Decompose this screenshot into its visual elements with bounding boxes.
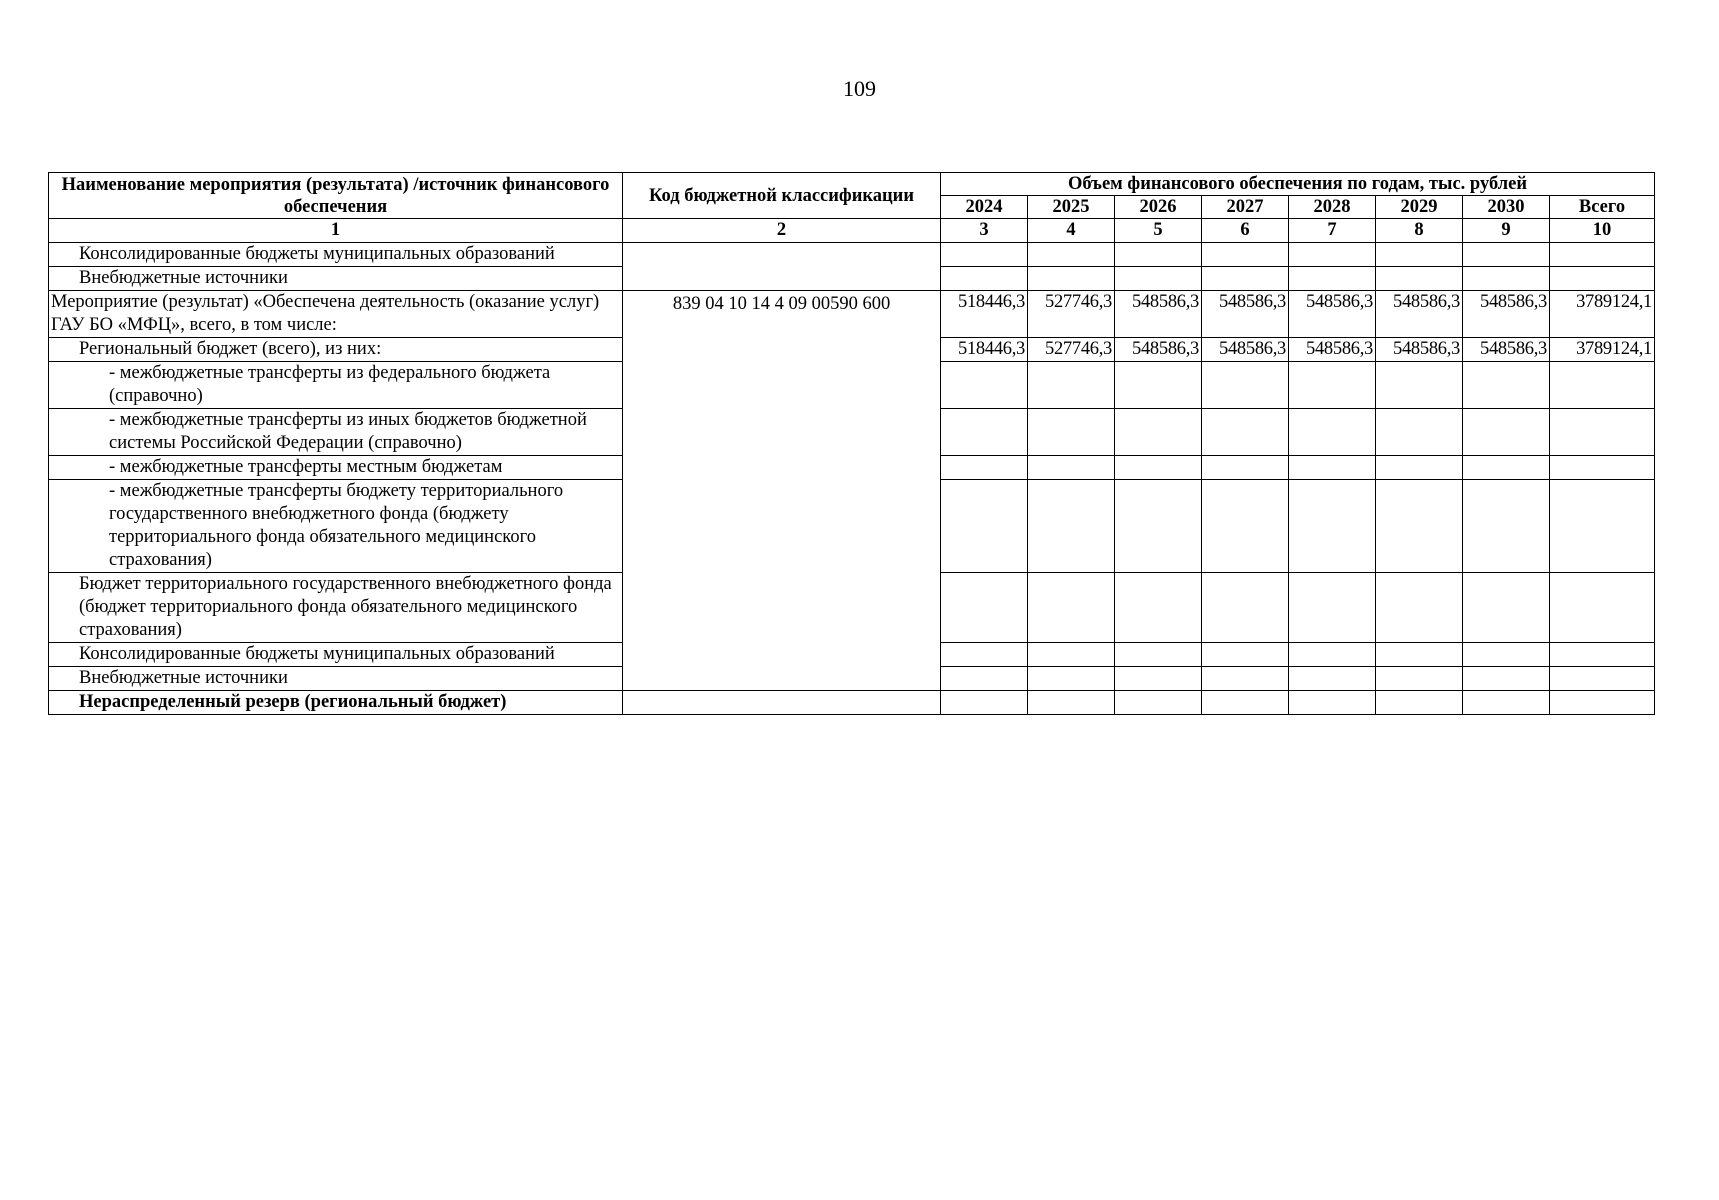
cell-value [1028,643,1115,667]
col-number: 5 [1115,219,1202,243]
col-number: 3 [941,219,1028,243]
header-year: 2025 [1028,196,1115,219]
header-volume: Объем финансового обеспечения по годам, тыс. рублей [941,173,1655,196]
cell-value [1463,456,1550,480]
cell-value: 548586,3 [1463,338,1550,362]
cell-value [1115,267,1202,291]
cell-value [1376,243,1463,267]
cell-value [1202,456,1289,480]
cell-value [1463,409,1550,456]
row-name: - межбюджетные трансферты из иных бюджетов бюджетной системы Российской Федерации (справочно) [49,409,623,456]
cell-value [1550,362,1655,409]
col-number: 7 [1289,219,1376,243]
cell-value [1115,691,1202,715]
cell-value [1115,362,1202,409]
cell-value [1550,643,1655,667]
cell-value [1115,409,1202,456]
cell-value: 518446,3 [941,291,1028,338]
header-total: Всего [1550,196,1655,219]
row-code [623,691,941,715]
cell-value [1550,573,1655,643]
cell-value [1550,409,1655,456]
cell-value [941,456,1028,480]
header-year: 2026 [1115,196,1202,219]
financing-table [48,172,1655,715]
cell-value [1028,480,1115,573]
row-name: Внебюджетные источники [49,667,623,691]
cell-value [941,667,1028,691]
cell-value [941,267,1028,291]
cell-value [1376,362,1463,409]
row-code [623,243,941,291]
cell-value [1289,480,1376,573]
col-number: 1 [49,219,623,243]
cell-value [1376,480,1463,573]
cell-value: 548586,3 [1376,291,1463,338]
cell-value [1202,480,1289,573]
cell-value [1550,243,1655,267]
cell-value [1028,691,1115,715]
cell-value [1289,456,1376,480]
cell-value: 548586,3 [1463,291,1550,338]
cell-value [1289,573,1376,643]
cell-value [1289,267,1376,291]
cell-value [1115,643,1202,667]
cell-value [1376,691,1463,715]
cell-value [1463,691,1550,715]
table-row [49,691,1655,715]
cell-value [1202,267,1289,291]
cell-value [1463,362,1550,409]
cell-value [1376,409,1463,456]
cell-value: 548586,3 [1115,338,1202,362]
cell-value: 3789124,1 [1550,291,1655,338]
col-number: 2 [623,219,941,243]
cell-value [1463,667,1550,691]
col-number: 9 [1463,219,1550,243]
cell-value: 548586,3 [1376,338,1463,362]
table-row [49,243,1655,267]
cell-value: 548586,3 [1289,291,1376,338]
cell-value [1289,362,1376,409]
cell-value [1289,643,1376,667]
cell-value [941,573,1028,643]
row-name: - межбюджетные трансферты из федерального бюджета (справочно) [49,362,623,409]
cell-value [1289,691,1376,715]
cell-value [1463,243,1550,267]
cell-value [1115,573,1202,643]
header-year: 2029 [1376,196,1463,219]
col-number: 8 [1376,219,1463,243]
budget-code: 839 04 10 14 4 09 00590 600 [623,291,941,691]
cell-value: 548586,3 [1289,338,1376,362]
cell-value: 548586,3 [1115,291,1202,338]
cell-value [1115,243,1202,267]
row-name: Бюджет территориального государственного внебюджетного фонда (бюджет территориального фонда обязательного медицинского страхования) [49,573,623,643]
cell-value [1115,480,1202,573]
cell-value [1202,643,1289,667]
cell-value [1463,573,1550,643]
cell-value: 527746,3 [1028,338,1115,362]
cell-value [1202,362,1289,409]
cell-value [1289,243,1376,267]
cell-value: 548586,3 [1202,291,1289,338]
header-year: 2028 [1289,196,1376,219]
cell-value [1550,456,1655,480]
row-name: Мероприятие (результат) «Обеспечена деятельность (оказание услуг) ГАУ БО «МФЦ», всего, в том числе: [49,291,623,338]
header-code: Код бюджетной классификации [623,173,941,219]
cell-value [941,643,1028,667]
cell-value [1028,409,1115,456]
cell-value [1463,480,1550,573]
cell-value [1115,456,1202,480]
col-number: 6 [1202,219,1289,243]
cell-value [1028,667,1115,691]
cell-value [941,691,1028,715]
cell-value [1202,409,1289,456]
cell-value [1376,643,1463,667]
row-name: Региональный бюджет (всего), из них: [49,338,623,362]
cell-value [1202,667,1289,691]
cell-value [1376,573,1463,643]
cell-value [1550,480,1655,573]
table-row [49,291,1655,338]
cell-value [1550,667,1655,691]
row-name: - межбюджетные трансферты бюджету территориального государственного внебюджетного фонда (бюджету территориального фонда обязательного медицинского страхования) [49,480,623,573]
row-name: - межбюджетные трансферты местным бюджетам [49,456,623,480]
row-name: Внебюджетные источники [49,267,623,291]
row-name: Консолидированные бюджеты муниципальных образований [49,243,623,267]
cell-value [1463,643,1550,667]
cell-value [1202,573,1289,643]
cell-value [1376,667,1463,691]
cell-value [1289,409,1376,456]
cell-value [1289,667,1376,691]
cell-value [1202,691,1289,715]
cell-value [941,409,1028,456]
cell-value [1550,691,1655,715]
cell-value: 548586,3 [1202,338,1289,362]
col-number: 4 [1028,219,1115,243]
cell-value: 527746,3 [1028,291,1115,338]
cell-value: 3789124,1 [1550,338,1655,362]
row-name: Консолидированные бюджеты муниципальных образований [49,643,623,667]
cell-value [1463,267,1550,291]
header-year: 2030 [1463,196,1550,219]
cell-value [1028,362,1115,409]
header-year: 2024 [941,196,1028,219]
cell-value [1376,267,1463,291]
cell-value [1028,243,1115,267]
header-name: Наименование мероприятия (результата) /источник финансового обеспечения [49,173,623,219]
page-number: 109 [843,76,876,101]
cell-value: 518446,3 [941,338,1028,362]
cell-value [941,243,1028,267]
cell-value [1028,267,1115,291]
cell-value [941,362,1028,409]
cell-value [941,480,1028,573]
header-year: 2027 [1202,196,1289,219]
row-name: Нераспределенный резерв (региональный бюджет) [49,691,623,715]
cell-value [1550,267,1655,291]
cell-value [1028,456,1115,480]
cell-value [1376,456,1463,480]
cell-value [1115,667,1202,691]
cell-value [1202,243,1289,267]
col-number: 10 [1550,219,1655,243]
cell-value [1028,573,1115,643]
